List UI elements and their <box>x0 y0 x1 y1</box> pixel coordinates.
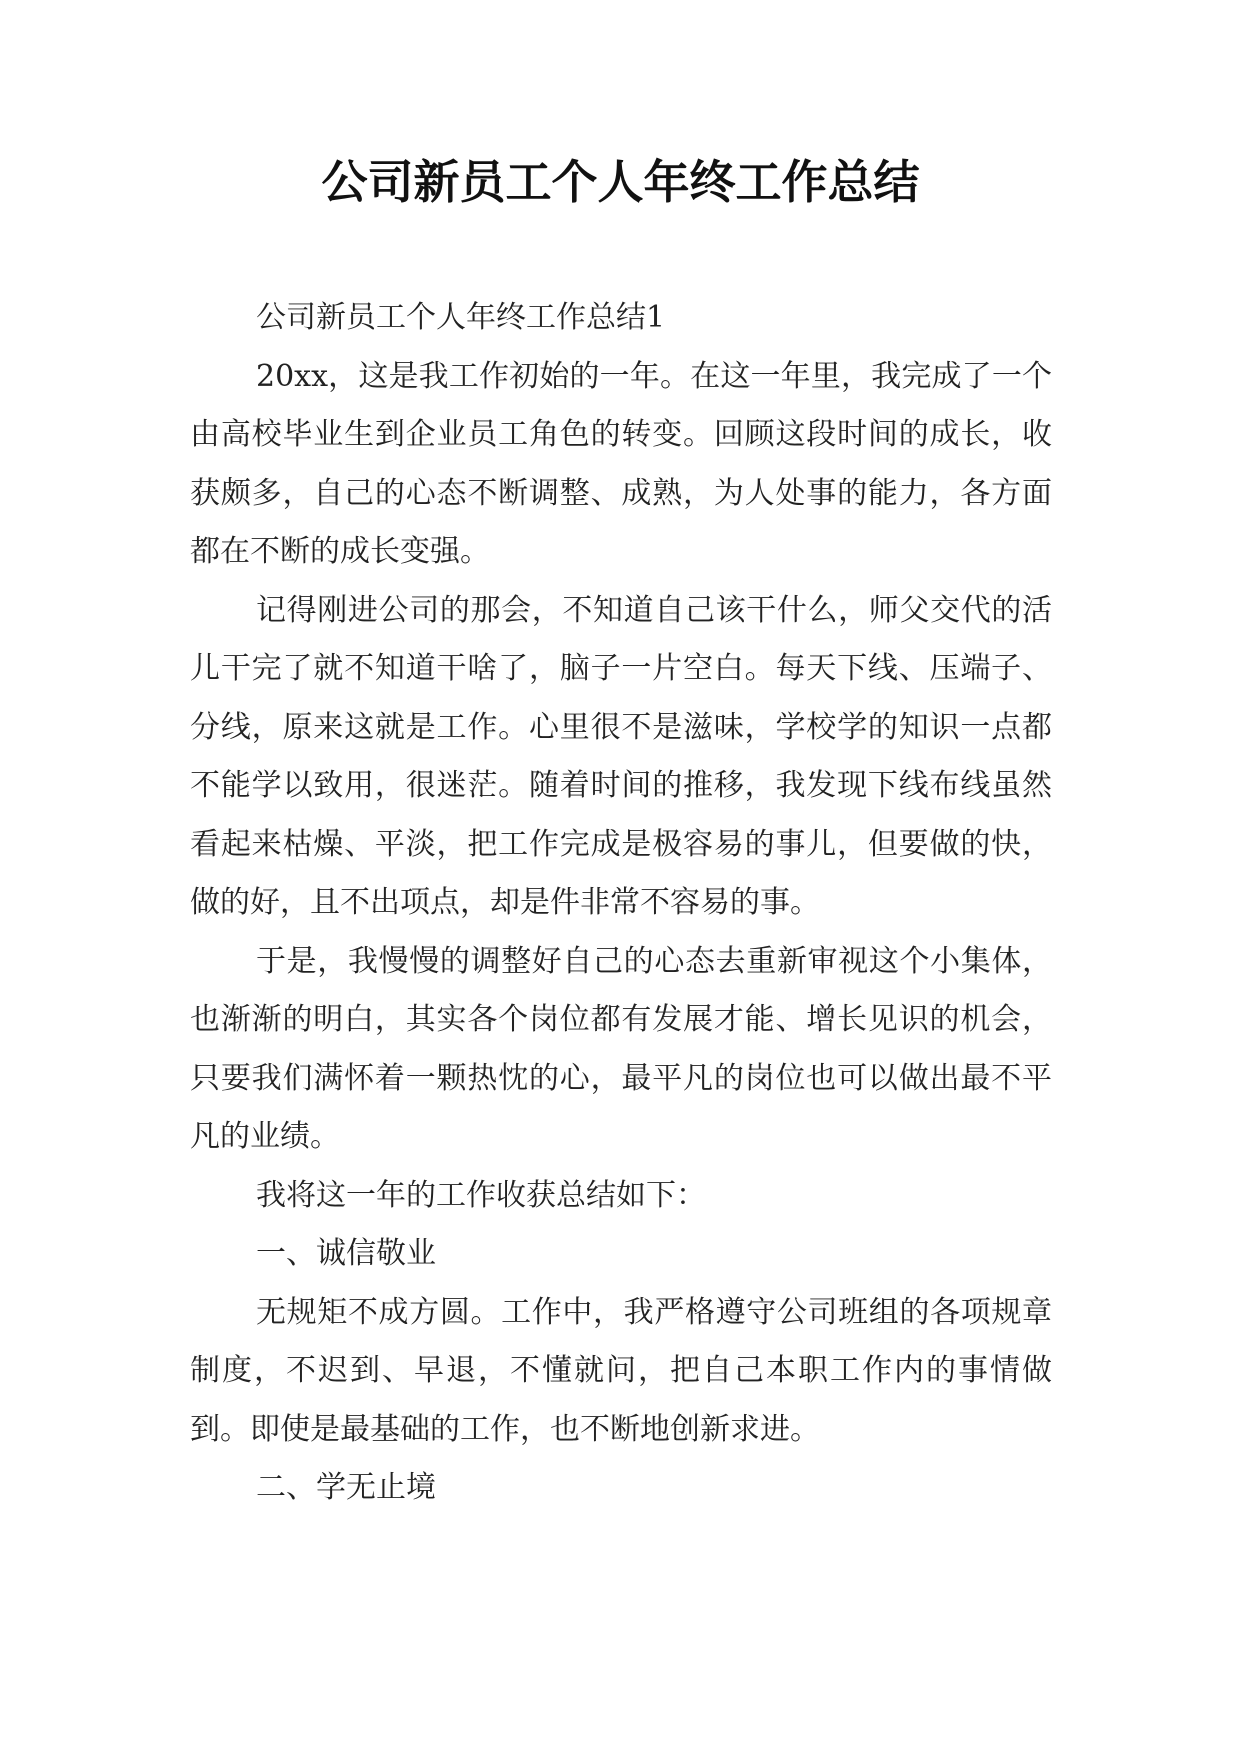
paragraph-intro: 20xx，这是我工作初始的一年。在这一年里，我完成了一个由高校毕业生到企业员工角色的转变。回顾这段时间的成长，收获颇多，自己的心态不断调整、成熟，为人处事的能力，各方面都在不断的成长变强。 <box>190 358 1052 569</box>
subheading-learning: 二、学无止境 <box>256 1470 436 1505</box>
section-heading-1: 公司新员工个人年终工作总结1 <box>256 300 666 335</box>
subheading-integrity: 一、诚信敬业 <box>256 1236 436 1271</box>
paragraph-memory: 记得刚进公司的那会，不知道自己该干什么，师父交代的活儿干完了就不知道干啥了，脑子一片空白。每天下线、压端子、分线，原来这就是工作。心里很不是滋味，学校学的知识一点都不能学以致用，很迷茫。随着时间的推移，我发现下线布线虽然看起来枯燥、平淡，把工作完成是极容易的事儿，但要做的快，做的好，且不出项点，却是件非常不容易的事。 <box>190 592 1052 920</box>
paragraph-adjustment: 于是，我慢慢的调整好自己的心态去重新审视这个小集体，也渐渐的明白，其实各个岗位都有发展才能、增长见识的机会，只要我们满怀着一颗热忱的心，最平凡的岗位也可以做出最不平凡的业绩。 <box>190 943 1052 1154</box>
document-title: 公司新员工个人年终工作总结 <box>321 155 920 209</box>
paragraph-summary-lead: 我将这一年的工作收获总结如下： <box>256 1177 706 1213</box>
document-body <box>190 289 1052 1518</box>
paragraph-integrity: 无规矩不成方圆。工作中，我严格遵守公司班组的各项规章制度，不迟到、早退，不懂就问，把自己本职工作内的事情做到。即使是最基础的工作，也不断地创新求进。 <box>190 1294 1052 1447</box>
